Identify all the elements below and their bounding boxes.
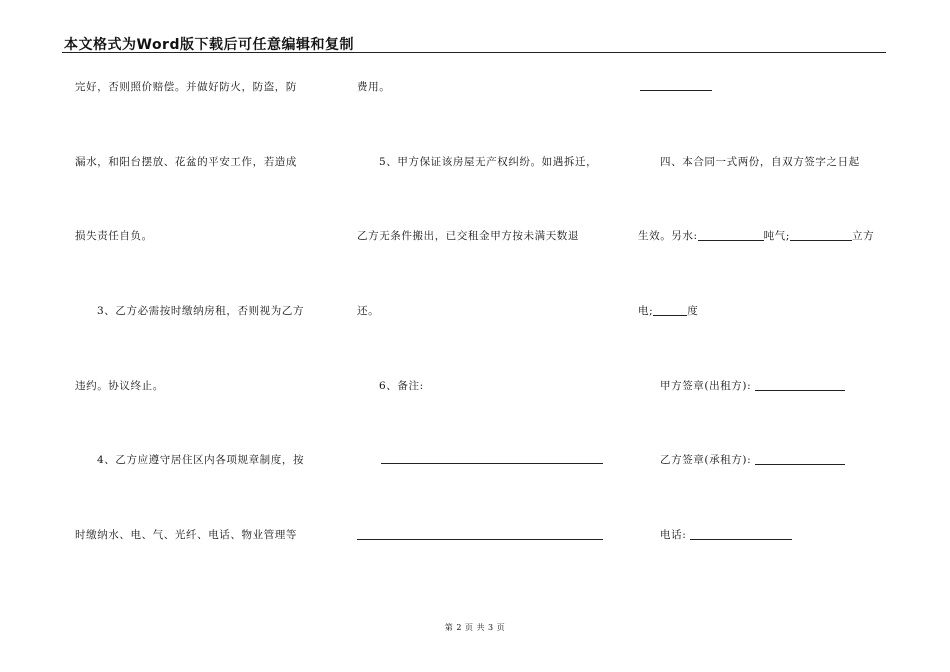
clause-6-remarks: 6、备注: [379,380,424,392]
water-blank [698,229,764,241]
landlord-signature-label: 甲方签章(出租方): [660,380,756,392]
utilities-line [638,229,874,243]
utilities-unit-label: 立方 [851,230,875,242]
text-line: 完好，否则照价赔偿。并做好防火，防盗，防 [75,81,297,93]
page-number: 第 2 页 共 3 页 [444,623,506,632]
utilities-water-label: 生效。另水: [638,230,698,242]
text-line: 费用。 [357,81,391,93]
clause-3: 3、乙方必需按时缴纳房租，否则视为乙方 [97,305,305,317]
text-column-3 [638,0,888,672]
phone-label: 电话: [660,529,691,541]
text-line: 违约。协议终止。 [75,380,164,392]
text-column-1 [75,0,330,672]
clause-4: 4、乙方应遵守居住区内各项规章制度，按 [97,454,305,466]
electricity-label: 电; [638,305,654,317]
remarks-blank-line [357,539,603,540]
utilities-gas-label: 吨气; [763,230,790,242]
landlord-signature-blank [755,379,845,391]
clause-4-copies: 四、本合同一式两份，自双方签字之日起 [660,156,860,168]
clause-5: 5、甲方保证该房屋无产权纠纷。如遇拆迁， [379,156,598,168]
tenant-signature-line [638,453,845,467]
gas-blank [790,229,852,241]
text-line: 损失责任自负。 [75,230,153,242]
text-line: 漏水，和阳台摆放、花盆的平安工作，若造成 [75,156,297,168]
text-line: 还。 [357,305,380,317]
text-column-2 [357,0,612,672]
text-line: 乙方无条件搬出，已交租金甲方按未满天数退 [357,230,579,242]
tenant-signature-label: 乙方签章(承租方): [660,454,756,466]
remarks-blank-line [381,463,603,464]
tenant-signature-blank [755,453,845,465]
electricity-blank [653,304,687,316]
phone-blank [690,528,792,540]
landlord-signature-line [638,379,845,393]
blank-line [640,90,712,91]
phone-line [638,528,792,542]
electricity-line [638,304,698,318]
document-header-title: 本文格式为Word版下载后可任意编辑和复制 [64,37,354,53]
electricity-unit: 度 [687,305,699,317]
text-line: 时缴纳水、电、气、光纤、电话、物业管理等 [75,529,297,541]
